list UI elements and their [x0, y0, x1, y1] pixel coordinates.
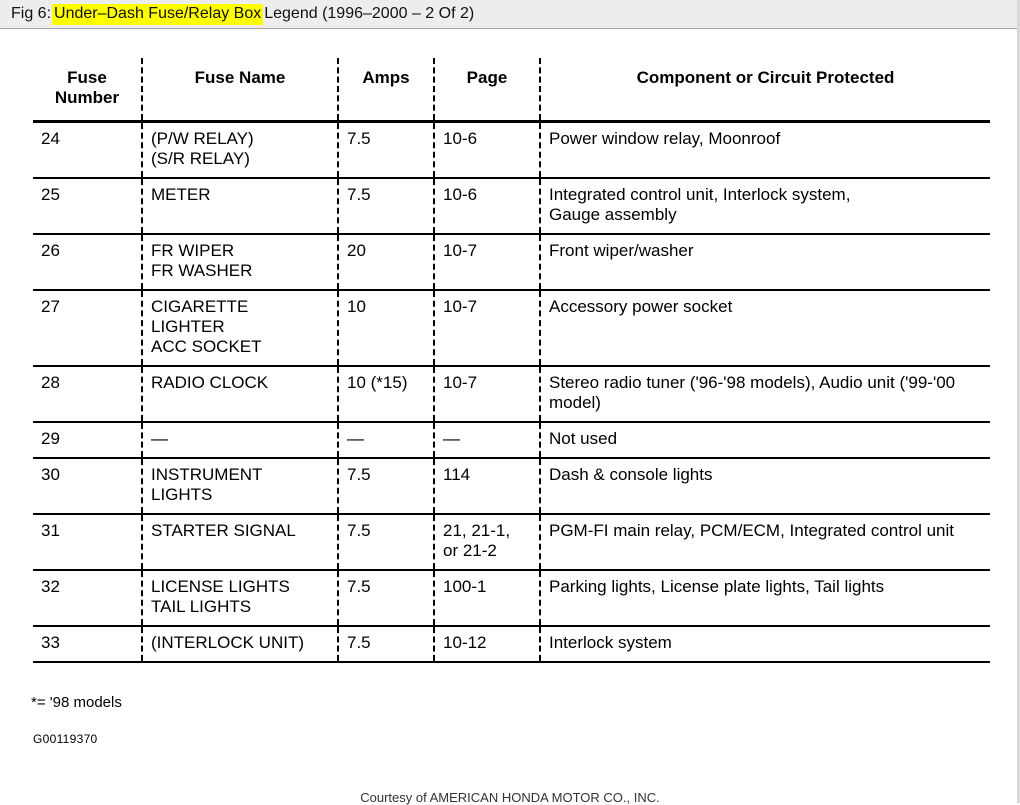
component-line1: Parking lights, License plate lights, Tail lights: [549, 577, 885, 596]
table-row: [33, 290, 990, 366]
fuse-number-head-line2: Number: [54, 88, 120, 107]
cell-component: [540, 458, 990, 514]
fuse-number-head-line1: Fuse: [67, 68, 107, 87]
cell-fuse-name: [142, 626, 338, 662]
table-row: [33, 178, 990, 234]
cell-component: [540, 178, 990, 234]
cell-page: [434, 514, 540, 570]
cell-page: 10-7: [434, 234, 540, 290]
column-header-fuse-number: [33, 58, 142, 122]
cell-page: —: [434, 422, 540, 458]
figure-title-bar: [0, 0, 1020, 29]
figure-title-highlight: Under–Dash Fuse/Relay Box: [52, 4, 263, 25]
component-line1: Not used: [549, 429, 618, 448]
cell-fuse-number: 28: [33, 366, 142, 422]
cell-fuse-name: [142, 290, 338, 366]
cell-fuse-name: [142, 570, 338, 626]
table-row: [33, 422, 990, 458]
table-row: [33, 570, 990, 626]
cell-component: [540, 122, 990, 179]
table-row: [33, 626, 990, 662]
cell-fuse-name: [142, 458, 338, 514]
fuse-name-line1: FR WIPER: [151, 241, 235, 260]
fuse-name-line1: (P/W RELAY): [151, 129, 254, 148]
cell-component: [540, 234, 990, 290]
cell-component: [540, 422, 990, 458]
cell-fuse-number: 24: [33, 122, 142, 179]
table-header-row: [33, 58, 990, 122]
fuse-name-line2: LIGHTS: [151, 485, 213, 504]
page-line1: 21, 21-1,: [443, 521, 511, 540]
cell-fuse-number: 26: [33, 234, 142, 290]
cell-amps: 7.5: [338, 122, 434, 179]
cell-page: 10-6: [434, 178, 540, 234]
fuse-name-line1: —: [151, 429, 168, 448]
cell-component: [540, 290, 990, 366]
table-row: [33, 514, 990, 570]
cell-component: [540, 570, 990, 626]
cell-page: 10-7: [434, 290, 540, 366]
component-line1: PGM-FI main relay, PCM/ECM, Integrated control unit: [549, 521, 954, 540]
table-body: [33, 122, 990, 663]
fuse-name-line1: STARTER SIGNAL: [151, 521, 296, 540]
cell-amps: 7.5: [338, 570, 434, 626]
fuse-name-line1: RADIO CLOCK: [151, 373, 269, 392]
fuse-name-line1: CIGARETTE: [151, 297, 249, 316]
cell-component: [540, 514, 990, 570]
document-id: G00119370: [33, 732, 98, 746]
cell-amps: 20: [338, 234, 434, 290]
component-line1: Interlock system: [549, 633, 672, 652]
cell-fuse-name: [142, 234, 338, 290]
component-line2: model): [549, 393, 601, 412]
cell-fuse-number: 32: [33, 570, 142, 626]
table-header: [33, 58, 990, 122]
component-line1: Front wiper/washer: [549, 241, 694, 260]
figure-title-prefix: Fig 6:: [11, 5, 52, 22]
cell-amps: 7.5: [338, 458, 434, 514]
fuse-name-line2: FR WASHER: [151, 261, 253, 280]
component-line1: Integrated control unit, Interlock system,: [549, 185, 851, 204]
cell-fuse-number: 31: [33, 514, 142, 570]
cell-page: 10-6: [434, 122, 540, 179]
cell-component: [540, 626, 990, 662]
table-footnote: *= '98 models: [31, 694, 122, 711]
figure-title-suffix: Legend (1996–2000 – 2 Of 2): [264, 5, 475, 22]
cell-amps: —: [338, 422, 434, 458]
cell-fuse-name: [142, 366, 338, 422]
column-header-fuse-name: Fuse Name: [142, 58, 338, 122]
fuse-name-line1: LICENSE LIGHTS: [151, 577, 290, 596]
cell-amps: 7.5: [338, 626, 434, 662]
cell-fuse-number: 29: [33, 422, 142, 458]
column-header-amps: Amps: [338, 58, 434, 122]
fuse-name-line1: (INTERLOCK UNIT): [151, 633, 304, 652]
column-header-component: Component or Circuit Protected: [540, 58, 990, 122]
table-row: [33, 234, 990, 290]
page-line2: or 21-2: [443, 541, 497, 560]
fuse-legend-table: [33, 58, 990, 663]
component-line1: Power window relay, Moonroof: [549, 129, 781, 148]
cell-amps: 7.5: [338, 514, 434, 570]
cell-fuse-number: 33: [33, 626, 142, 662]
cell-amps: 7.5: [338, 178, 434, 234]
fuse-name-line2: TAIL LIGHTS: [151, 597, 252, 616]
fuse-name-line1: INSTRUMENT: [151, 465, 263, 484]
table-row: [33, 122, 990, 179]
cell-fuse-name: [142, 122, 338, 179]
component-line2: Gauge assembly: [549, 205, 677, 224]
cell-fuse-number: 27: [33, 290, 142, 366]
document-sheet: [0, 30, 1020, 803]
courtesy-line: Courtesy of AMERICAN HONDA MOTOR CO., INC.: [360, 790, 660, 805]
cell-fuse-number: 30: [33, 458, 142, 514]
cell-page: 10-12: [434, 626, 540, 662]
cell-fuse-name: [142, 514, 338, 570]
table-row: [33, 458, 990, 514]
component-line1: Dash & console lights: [549, 465, 713, 484]
cell-component: [540, 366, 990, 422]
fuse-name-line2: (S/R RELAY): [151, 149, 250, 168]
fuse-name-line2: LIGHTER: [151, 317, 225, 336]
cell-page: 100-1: [434, 570, 540, 626]
column-header-page: Page: [434, 58, 540, 122]
component-line1: Stereo radio tuner ('96-'98 models), Audio unit ('99-'00: [549, 373, 956, 392]
table-row: [33, 366, 990, 422]
component-line1: Accessory power socket: [549, 297, 733, 316]
cell-page: 114: [434, 458, 540, 514]
cell-amps: 10 (*15): [338, 366, 434, 422]
cell-amps: 10: [338, 290, 434, 366]
fuse-name-line1: METER: [151, 185, 211, 204]
cell-fuse-name: [142, 422, 338, 458]
cell-fuse-name: [142, 178, 338, 234]
fuse-name-line3: ACC SOCKET: [151, 337, 262, 356]
cell-page: 10-7: [434, 366, 540, 422]
cell-fuse-number: 25: [33, 178, 142, 234]
